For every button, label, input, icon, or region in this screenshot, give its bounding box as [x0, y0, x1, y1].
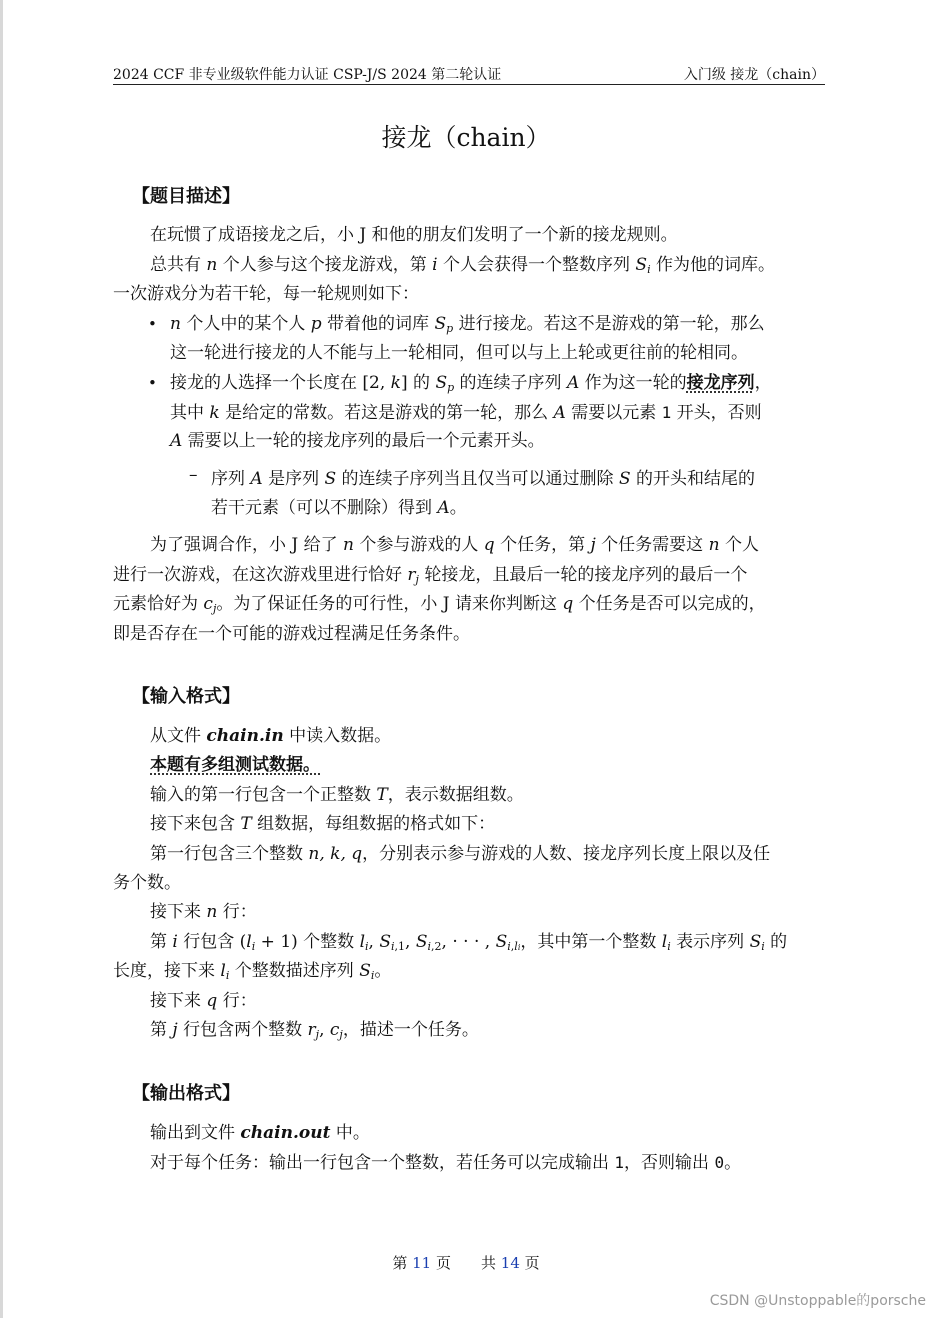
input-line-3: 输入的第一行包含一个正整数 T，表示数据组数。 — [150, 785, 524, 805]
dash-icon: – — [189, 465, 198, 485]
page-edge — [0, 0, 3, 1318]
page-footer: 第 11 页 共 14 页 — [392, 1254, 540, 1272]
desc-paragraph-2: 总共有 n 个人参与这个接龙游戏，第 i 个人会获得一个整数序列 $S_i$ 作为他的词库。 — [150, 255, 776, 276]
bullet-1-line-2: 这一轮进行接龙的人不能与上一轮相同，但可以与上上轮或更往前的轮相同。 — [170, 343, 748, 363]
total-page-number: 14 — [500, 1254, 520, 1272]
bullet-icon: • — [148, 374, 157, 392]
input-line-7: 第 i 行包含 $(l_i + 1)$ 个整数 $l_i$, $S_{i,1}$, $S_{i,2}$, · · · , $S_{i,li}$，其中第一个整数 $l_i$ 表示序列 $S_i$ 的 — [150, 932, 788, 953]
bullet-2-line-3: A 需要以上一轮的接龙序列的最后一个元素开头。 — [170, 431, 545, 451]
current-page-number: 11 — [412, 1254, 432, 1272]
desc-paragraph-3-cont-1: 进行一次游戏，在这次游戏里进行恰好 $r_j$ 轮接龙，且最后一轮的接龙序列的最后一个 — [113, 565, 748, 586]
output-line-1: 输出到文件 chain.out 中。 — [150, 1123, 370, 1143]
desc-paragraph-3: 为了强调合作，小 J 给了 n 个参与游戏的人 q 个任务，第 j 个任务需要这 n 个人 — [150, 535, 759, 555]
desc-paragraph-3-cont-3: 即是否存在一个可能的游戏过程满足任务条件。 — [113, 624, 470, 644]
input-multi-test-note: 本题有多组测试数据。 — [150, 755, 320, 775]
header-left: 2024 CCF 非专业级软件能力认证 CSP-J/S 2024 第二轮认证 — [113, 67, 502, 83]
bullet-2-line-2: 其中 k 是给定的常数。若这是游戏的第一轮，那么 A 需要以元素 1 开头，否则 — [170, 403, 762, 423]
desc-paragraph-3-cont-2: 元素恰好为 $c_j$。为了保证任务的可行性，小 J 请来你判断这 q 个任务是否可以完成的， — [113, 594, 766, 615]
input-line-8: 接下来 q 行： — [150, 991, 257, 1011]
csdn-watermark: CSDN @Unstoppable的porsche — [709, 1293, 926, 1309]
input-line-7-cont: 长度，接下来 $l_i$ 个整数描述序列 $S_i$。 — [113, 961, 392, 982]
problem-title: 接龙（chain） — [381, 123, 551, 152]
input-line-1: 从文件 chain.in 中读入数据。 — [150, 726, 392, 746]
input-line-4: 接下来包含 T 组数据，每组数据的格式如下： — [150, 814, 496, 834]
sub-bullet-line-2: 若干元素（可以不删除）得到 A。 — [211, 498, 467, 518]
header-right: 入门级 接龙（chain） — [683, 67, 825, 83]
page-header — [113, 62, 825, 85]
sub-bullet-line-1: 序列 A 是序列 S 的连续子序列当且仅当可以通过删除 S 的开头和结尾的 — [211, 469, 756, 489]
input-line-5-cont: 务个数。 — [113, 873, 181, 893]
input-line-9: 第 j 行包含两个整数 $r_j$, $c_j$，描述一个任务。 — [150, 1020, 479, 1041]
section-input: 【输入格式】 — [132, 686, 240, 707]
section-output: 【输出格式】 — [132, 1083, 240, 1104]
desc-paragraph-2-cont: 一次游戏分为若干轮，每一轮规则如下： — [113, 284, 419, 304]
bullet-icon: • — [148, 315, 157, 333]
bullet-2-line-1: 接龙的人选择一个长度在 [2, k] 的 $S_p$ 的连续子序列 A 作为这一轮的接龙序列， — [170, 373, 772, 394]
input-line-5: 第一行包含三个整数 n, k, q，分别表示参与游戏的人数、接龙序列长度上限以及任 — [150, 844, 771, 864]
input-line-6: 接下来 n 行： — [150, 902, 257, 922]
bullet-1-line-1: n 个人中的某个人 p 带着他的词库 $S_p$ 进行接龙。若这不是游戏的第一轮，那么 — [170, 314, 765, 335]
desc-paragraph-1: 在玩惯了成语接龙之后，小 J 和他的朋友们发明了一个新的接龙规则。 — [150, 225, 678, 245]
output-line-2: 对于每个任务：输出一行包含一个整数，若任务可以完成输出 1，否则输出 0。 — [150, 1153, 742, 1173]
section-description: 【题目描述】 — [132, 186, 240, 207]
